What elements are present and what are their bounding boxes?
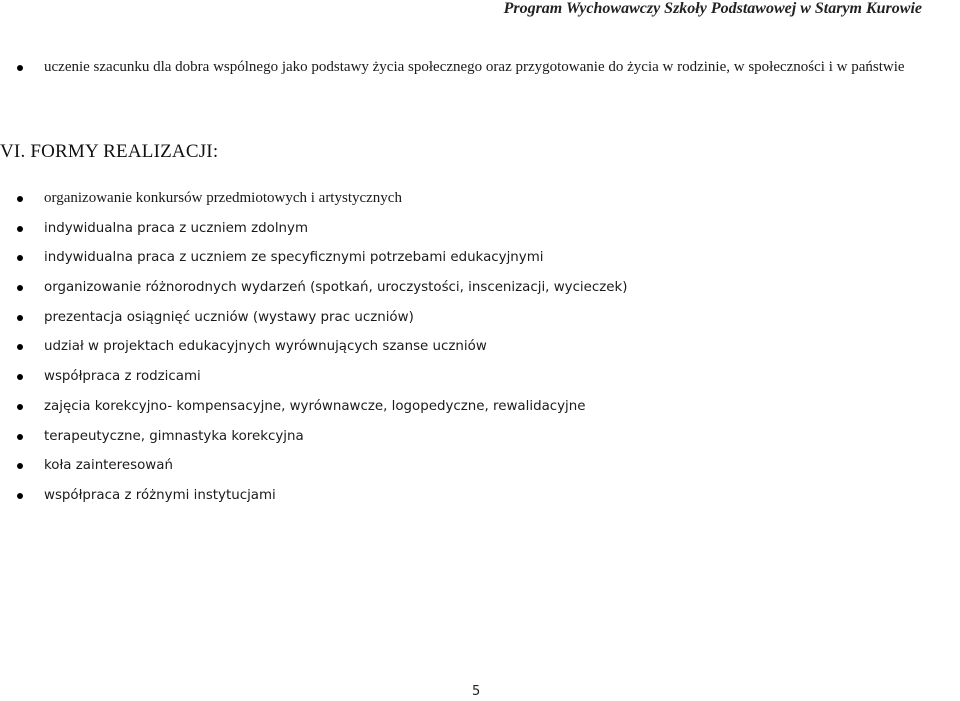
bullet-icon — [17, 374, 23, 380]
list-item — [0, 54, 960, 81]
bullet-icon — [17, 344, 23, 350]
list-item-text: koła zainteresowań — [44, 458, 173, 474]
bullet-icon — [17, 226, 23, 232]
list-item-text: indywidualna praca z uczniem zdolnym — [44, 220, 309, 236]
page-number: 5 — [472, 684, 481, 699]
list-item — [0, 451, 960, 481]
list-item — [0, 243, 960, 273]
list-item — [0, 184, 960, 214]
forms-bullet-list — [0, 184, 960, 511]
bullet-icon — [17, 463, 23, 469]
list-item — [0, 332, 960, 362]
bullet-icon — [17, 196, 23, 202]
list-item-text: współpraca z rodzicami — [44, 369, 201, 385]
list-item-text: indywidualna praca z uczniem ze specyficznymi potrzebami edukacyjnymi — [44, 250, 544, 266]
section-heading: VI. FORMY REALIZACJI: — [0, 141, 219, 162]
intro-bullet-list — [0, 54, 960, 81]
bullet-icon — [17, 493, 23, 499]
list-item — [0, 303, 960, 333]
bullet-icon — [17, 65, 23, 71]
bullet-icon — [17, 404, 23, 410]
list-item-text: terapeutyczne, gimnastyka korekcyjna — [44, 428, 304, 444]
list-item-text: zajęcia korekcyjno- kompensacyjne, wyrównawcze, logopedyczne, rewalidacyjne — [44, 398, 586, 414]
bullet-icon — [17, 434, 23, 440]
list-item-text: uczenie szacunku dla dobra wspólnego jako podstawy życia społecznego oraz przygotowanie do życia w rodzinie, w społeczności i w państwie — [44, 59, 905, 75]
list-item — [0, 481, 960, 511]
list-item-text: udział w projektach edukacyjnych wyrównujących szanse uczniów — [44, 339, 487, 355]
bullet-icon — [17, 255, 23, 261]
list-item — [0, 422, 960, 452]
list-item-text: organizowanie różnorodnych wydarzeń (spotkań, uroczystości, inscenizacji, wycieczek) — [44, 280, 628, 296]
bullet-icon — [17, 315, 23, 321]
list-item-text: organizowanie konkursów przedmiotowych i artystycznych — [44, 190, 402, 206]
list-item-text: współpraca z różnymi instytucjami — [44, 487, 276, 503]
list-item — [0, 392, 960, 422]
list-item — [0, 273, 960, 303]
list-item — [0, 362, 960, 392]
list-item — [0, 214, 960, 244]
page-header-title: Program Wychowawczy Szkoły Podstawowej w Starym Kurowie — [503, 0, 922, 17]
list-item-text: prezentacja osiągnięć uczniów (wystawy prac uczniów) — [44, 309, 414, 325]
bullet-icon — [17, 285, 23, 291]
